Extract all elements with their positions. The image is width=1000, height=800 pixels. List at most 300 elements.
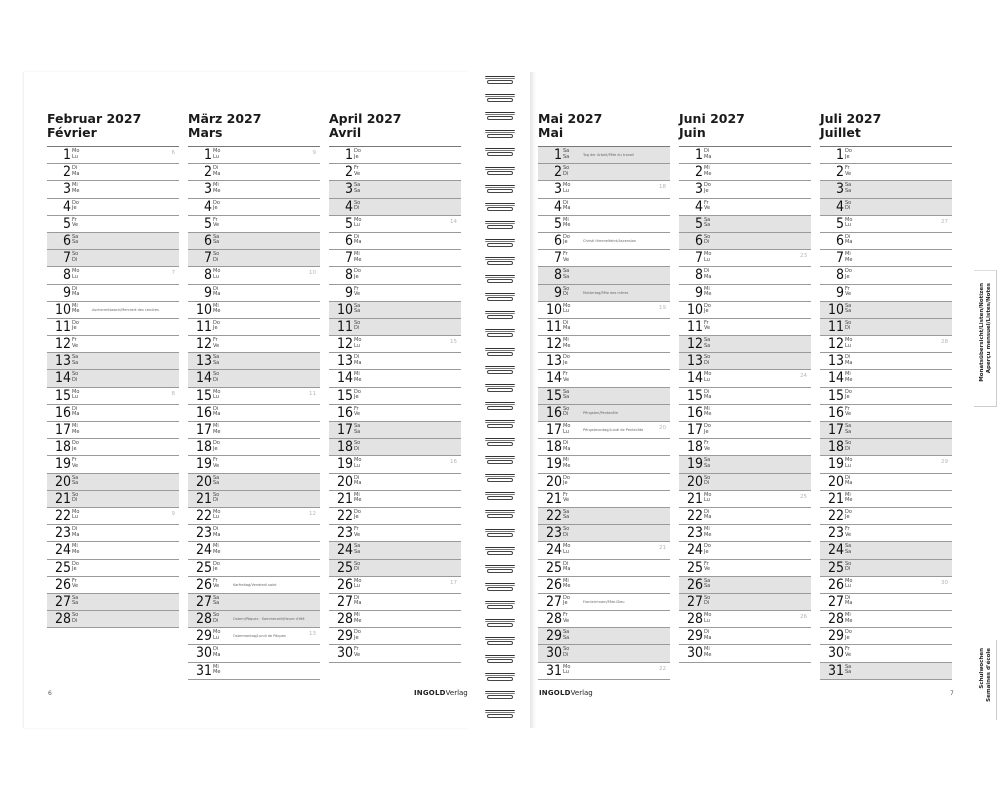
day-row[interactable]: [538, 611, 670, 628]
day-row[interactable]: [679, 388, 811, 405]
spiral-coil: [485, 112, 515, 121]
day-row[interactable]: [47, 422, 179, 439]
day-row[interactable]: [538, 164, 670, 181]
weekday-de: Fr: [213, 337, 218, 344]
day-row[interactable]: [47, 216, 179, 233]
weekday-de: Mo: [704, 251, 712, 258]
day-row[interactable]: [538, 319, 670, 336]
day-row[interactable]: [329, 285, 461, 302]
day-row[interactable]: [820, 628, 952, 645]
weekday-de: Mo: [213, 629, 221, 636]
day-row[interactable]: [538, 285, 670, 302]
day-row[interactable]: [820, 422, 952, 439]
weekday-fr: Je: [704, 187, 709, 194]
day-row[interactable]: [188, 285, 320, 302]
day-row[interactable]: [820, 645, 952, 662]
day-number: 19: [336, 456, 353, 473]
weekday-label: [845, 304, 851, 315]
day-row[interactable]: [679, 181, 811, 198]
day-row[interactable]: [329, 250, 461, 267]
day-row[interactable]: [679, 560, 811, 577]
day-number: 18: [686, 439, 703, 456]
day-row[interactable]: [679, 645, 811, 662]
weekday-fr: Me: [72, 308, 80, 315]
day-row[interactable]: [538, 525, 670, 542]
day-row[interactable]: [679, 594, 811, 611]
weekday-de: Fr: [354, 526, 359, 533]
holiday-note: Ostern/Pâques · Sommerzeit/Heure d'été: [233, 617, 305, 622]
day-row[interactable]: [188, 474, 320, 491]
day-row[interactable]: [679, 628, 811, 645]
day-row[interactable]: [679, 199, 811, 216]
day-number: 9: [835, 284, 844, 301]
day-row[interactable]: [820, 560, 952, 577]
day-row[interactable]: [820, 302, 952, 319]
day-row[interactable]: [188, 216, 320, 233]
day-row[interactable]: [679, 542, 811, 559]
day-row[interactable]: [188, 199, 320, 216]
day-row[interactable]: [329, 302, 461, 319]
weekday-de: Fr: [704, 440, 709, 447]
day-row[interactable]: [47, 491, 179, 508]
day-row[interactable]: [329, 405, 461, 422]
day-row[interactable]: [47, 267, 179, 284]
day-row[interactable]: [820, 611, 952, 628]
day-row[interactable]: [329, 645, 461, 662]
day-row[interactable]: [47, 164, 179, 181]
day-row[interactable]: [538, 388, 670, 405]
weekday-de: Di: [563, 440, 569, 447]
day-row[interactable]: [538, 474, 670, 491]
weekday-de: Sa: [72, 233, 79, 240]
day-row[interactable]: [679, 508, 811, 525]
day-row[interactable]: [47, 439, 179, 456]
weekday-de: Do: [354, 268, 361, 275]
weekday-label: [213, 596, 219, 607]
weekday-de: Do: [213, 199, 220, 206]
weekday-de: Di: [354, 354, 360, 361]
day-row[interactable]: [188, 560, 320, 577]
day-row[interactable]: [820, 353, 952, 370]
weekday-label: [354, 458, 361, 469]
weekday-fr: Me: [845, 617, 853, 624]
day-number: 30: [545, 645, 562, 662]
day-row[interactable]: [538, 645, 670, 662]
weekday-label: [563, 613, 569, 624]
day-row[interactable]: [188, 422, 320, 439]
day-row[interactable]: [679, 456, 811, 473]
day-row[interactable]: [188, 388, 320, 405]
day-row[interactable]: [538, 542, 670, 559]
day-row[interactable]: [329, 181, 461, 198]
weekday-label: [845, 665, 851, 676]
weekday-label: [354, 252, 361, 263]
spiral-coil: [485, 601, 515, 610]
day-row[interactable]: [538, 233, 670, 250]
day-row[interactable]: [47, 336, 179, 353]
day-number: 27: [686, 593, 703, 610]
day-row[interactable]: [538, 405, 670, 422]
day-row[interactable]: [329, 456, 461, 473]
holiday-note: Ostermontag/Lundi de Pâques: [233, 634, 286, 639]
day-row[interactable]: [538, 147, 670, 164]
day-number: 6: [835, 232, 844, 249]
day-number: 12: [827, 336, 844, 353]
weekday-label: [213, 321, 220, 332]
day-row[interactable]: [188, 370, 320, 387]
day-row[interactable]: [538, 422, 670, 439]
day-row[interactable]: [538, 250, 670, 267]
day-row[interactable]: [329, 336, 461, 353]
day-row[interactable]: [47, 474, 179, 491]
day-row[interactable]: [820, 405, 952, 422]
spiral-coil: [485, 366, 515, 375]
day-row[interactable]: [820, 663, 952, 680]
weekday-de: Mo: [354, 337, 362, 344]
weekday-label: [845, 355, 852, 366]
weekday-fr: Ma: [704, 634, 712, 641]
weekday-de: Sa: [72, 354, 79, 361]
day-row[interactable]: [329, 525, 461, 542]
day-row[interactable]: [820, 542, 952, 559]
weekday-fr: Ma: [213, 531, 221, 538]
day-row[interactable]: [820, 594, 952, 611]
day-row[interactable]: [538, 577, 670, 594]
day-row[interactable]: [538, 181, 670, 198]
weekday-de: Fr: [845, 526, 850, 533]
day-row[interactable]: [538, 336, 670, 353]
weekday-label: [704, 493, 711, 504]
day-row[interactable]: [538, 353, 670, 370]
weekday-label: [704, 218, 710, 229]
day-row[interactable]: [47, 405, 179, 422]
day-row[interactable]: [820, 577, 952, 594]
day-row[interactable]: [47, 250, 179, 267]
weekday-fr: Di: [845, 445, 851, 452]
day-row[interactable]: [47, 353, 179, 370]
weekday-label: [213, 149, 220, 160]
day-row[interactable]: [329, 628, 461, 645]
day-row[interactable]: [538, 216, 670, 233]
day-row[interactable]: [679, 319, 811, 336]
day-row[interactable]: [188, 663, 320, 680]
day-row[interactable]: [679, 439, 811, 456]
day-row[interactable]: [329, 508, 461, 525]
day-row[interactable]: [188, 542, 320, 559]
weekday-label: [845, 441, 851, 452]
day-number: 28: [686, 611, 703, 628]
day-row[interactable]: [538, 594, 670, 611]
weekday-fr: Ve: [72, 342, 79, 349]
day-row[interactable]: [47, 525, 179, 542]
weekday-de: Mo: [704, 491, 712, 498]
weekday-de: Do: [354, 148, 361, 154]
day-row[interactable]: [679, 353, 811, 370]
day-row[interactable]: [820, 233, 952, 250]
weekday-de: Sa: [704, 216, 711, 223]
weekday-label: [72, 510, 79, 521]
day-row[interactable]: [329, 422, 461, 439]
day-row[interactable]: [329, 319, 461, 336]
day-row[interactable]: [329, 370, 461, 387]
tab-school-weeks[interactable]: [974, 640, 997, 720]
day-number: 7: [553, 250, 562, 267]
day-number: 26: [336, 576, 353, 593]
weekday-fr: Ve: [845, 170, 852, 177]
day-number: 5: [344, 215, 353, 232]
weekday-label: [563, 579, 570, 590]
day-row[interactable]: [820, 181, 952, 198]
day-row[interactable]: [188, 645, 320, 662]
day-row[interactable]: [538, 199, 670, 216]
weekday-de: Do: [72, 440, 79, 447]
day-row[interactable]: [820, 439, 952, 456]
weekday-de: Mi: [704, 165, 710, 172]
day-number: 11: [54, 318, 71, 335]
day-row[interactable]: [188, 147, 320, 164]
day-row[interactable]: [188, 525, 320, 542]
weekday-label: [213, 338, 219, 349]
tab-monthly-overview[interactable]: [974, 270, 997, 407]
day-row[interactable]: [188, 233, 320, 250]
day-row[interactable]: [188, 611, 320, 628]
day-number: 9: [694, 284, 703, 301]
day-row[interactable]: [679, 491, 811, 508]
day-row[interactable]: [820, 267, 952, 284]
day-row[interactable]: [679, 302, 811, 319]
day-row[interactable]: [679, 233, 811, 250]
day-row[interactable]: [188, 439, 320, 456]
day-row[interactable]: [679, 164, 811, 181]
day-row[interactable]: [820, 456, 952, 473]
day-row[interactable]: [47, 285, 179, 302]
day-row[interactable]: [679, 422, 811, 439]
day-row[interactable]: [679, 285, 811, 302]
weekday-fr: Je: [563, 359, 568, 366]
day-number: 15: [827, 387, 844, 404]
day-row[interactable]: [47, 508, 179, 525]
day-number: 11: [827, 318, 844, 335]
weekday-label: [72, 269, 79, 280]
day-row[interactable]: [329, 611, 461, 628]
day-row[interactable]: [329, 474, 461, 491]
day-row[interactable]: [820, 370, 952, 387]
day-row[interactable]: [47, 370, 179, 387]
weekday-label: [72, 183, 79, 194]
weekday-de: Sa: [563, 148, 570, 154]
day-row[interactable]: [679, 405, 811, 422]
weekday-label: [704, 527, 711, 538]
day-row[interactable]: [188, 456, 320, 473]
day-row[interactable]: [188, 267, 320, 284]
day-row[interactable]: [329, 199, 461, 216]
day-row[interactable]: [679, 250, 811, 267]
day-row[interactable]: [329, 388, 461, 405]
day-row[interactable]: [820, 525, 952, 542]
weekday-de: Mo: [213, 388, 221, 395]
day-row[interactable]: [679, 216, 811, 233]
weekday-de: Fr: [845, 646, 850, 653]
day-row[interactable]: [188, 250, 320, 267]
spiral-coil: [485, 311, 515, 320]
day-row[interactable]: [538, 628, 670, 645]
day-number: 22: [336, 507, 353, 524]
weekday-de: Sa: [354, 423, 361, 429]
day-row[interactable]: [820, 164, 952, 181]
weekday-label: [213, 527, 220, 538]
weekday-fr: Je: [563, 480, 568, 487]
weekday-de: Do: [845, 508, 852, 515]
day-row[interactable]: [329, 560, 461, 577]
weekday-de: Di: [563, 199, 569, 206]
day-row[interactable]: [188, 405, 320, 422]
day-row[interactable]: [820, 147, 952, 164]
month-title: [47, 112, 179, 146]
day-row[interactable]: [47, 611, 179, 628]
weekday-de: Do: [72, 560, 79, 567]
weekday-fr: Ma: [563, 566, 571, 572]
weekday-fr: Sa: [845, 308, 852, 315]
weekday-fr: Sa: [354, 428, 361, 435]
day-row[interactable]: [538, 370, 670, 387]
day-row[interactable]: [679, 525, 811, 542]
day-row[interactable]: [47, 181, 179, 198]
day-row[interactable]: [47, 233, 179, 250]
day-row[interactable]: [538, 663, 670, 680]
week-number: 6: [171, 150, 175, 156]
spiral-coil: [485, 637, 515, 646]
day-number: 6: [62, 232, 71, 249]
weekday-label: [563, 287, 569, 298]
day-number: 16: [545, 404, 562, 421]
day-row[interactable]: [679, 147, 811, 164]
weekday-label: [213, 183, 220, 194]
weekday-fr: Lu: [354, 583, 360, 590]
day-row[interactable]: [820, 285, 952, 302]
day-row[interactable]: [820, 491, 952, 508]
weekday-label: [354, 476, 361, 487]
day-row[interactable]: [820, 336, 952, 353]
day-row[interactable]: [679, 267, 811, 284]
day-row[interactable]: [47, 388, 179, 405]
day-row[interactable]: [188, 319, 320, 336]
day-row[interactable]: [538, 560, 670, 577]
day-row[interactable]: [679, 611, 811, 628]
weekday-de: Mi: [563, 337, 569, 344]
day-row[interactable]: [188, 164, 320, 181]
weekday-fr: Di: [704, 239, 710, 246]
day-row[interactable]: [329, 233, 461, 250]
day-row[interactable]: [329, 594, 461, 611]
day-number: 31: [545, 662, 562, 679]
weekday-label: [72, 201, 79, 212]
weekday-de: So: [704, 233, 711, 240]
day-row[interactable]: [820, 216, 952, 233]
day-number: 23: [545, 525, 562, 542]
month-title-fr: Février: [47, 125, 97, 140]
day-row[interactable]: [679, 577, 811, 594]
day-row[interactable]: [47, 319, 179, 336]
day-row[interactable]: [538, 267, 670, 284]
weekday-fr: Je: [213, 205, 218, 212]
day-row[interactable]: [188, 181, 320, 198]
day-number: 24: [545, 542, 562, 559]
day-row[interactable]: [538, 491, 670, 508]
weekday-fr: Di: [72, 617, 78, 624]
day-row[interactable]: [820, 474, 952, 491]
day-row[interactable]: [820, 250, 952, 267]
day-row[interactable]: [329, 147, 461, 164]
day-row[interactable]: [47, 456, 179, 473]
day-row[interactable]: [188, 577, 320, 594]
day-row[interactable]: [820, 319, 952, 336]
day-row[interactable]: [538, 508, 670, 525]
day-row[interactable]: [538, 456, 670, 473]
day-row[interactable]: [329, 267, 461, 284]
week-number: 30: [941, 579, 948, 586]
weekday-label: [704, 269, 711, 280]
day-row[interactable]: [47, 560, 179, 577]
weekday-fr: Sa: [563, 514, 570, 521]
day-row[interactable]: [47, 302, 179, 319]
day-number: 25: [54, 559, 71, 576]
day-row[interactable]: [329, 439, 461, 456]
day-row[interactable]: [188, 353, 320, 370]
day-row[interactable]: [188, 336, 320, 353]
day-row[interactable]: [538, 302, 670, 319]
weekday-fr: Je: [704, 428, 709, 435]
day-row[interactable]: [329, 491, 461, 508]
day-row[interactable]: [679, 474, 811, 491]
day-row[interactable]: [329, 542, 461, 559]
page-number-left: 6: [48, 690, 52, 697]
day-row[interactable]: [188, 491, 320, 508]
day-row[interactable]: [329, 577, 461, 594]
day-row[interactable]: [47, 594, 179, 611]
weekday-fr: Je: [213, 325, 218, 332]
day-number: 19: [686, 456, 703, 473]
day-row[interactable]: [820, 199, 952, 216]
day-row[interactable]: [188, 508, 320, 525]
weekday-label: [354, 338, 361, 349]
weekday-label: [72, 424, 79, 435]
weekday-label: [213, 355, 219, 366]
day-row[interactable]: [820, 508, 952, 525]
day-row[interactable]: [820, 388, 952, 405]
weekday-label: [563, 458, 570, 469]
day-row[interactable]: [538, 439, 670, 456]
day-row[interactable]: [47, 577, 179, 594]
weekday-fr: Sa: [213, 600, 220, 607]
weekday-fr: Ve: [704, 205, 711, 212]
day-row[interactable]: [329, 164, 461, 181]
weekday-label: [563, 235, 570, 246]
day-row[interactable]: [47, 147, 179, 164]
day-row[interactable]: [679, 370, 811, 387]
day-row[interactable]: [188, 594, 320, 611]
day-row[interactable]: [188, 628, 320, 645]
weekday-fr: Ma: [563, 325, 571, 332]
day-number: 5: [62, 215, 71, 232]
day-row[interactable]: [47, 199, 179, 216]
day-row[interactable]: [188, 302, 320, 319]
day-row[interactable]: [679, 336, 811, 353]
weekday-de: Do: [72, 199, 79, 206]
day-row[interactable]: [329, 353, 461, 370]
day-row[interactable]: [47, 542, 179, 559]
weekday-de: Do: [563, 474, 570, 481]
day-row[interactable]: [329, 216, 461, 233]
